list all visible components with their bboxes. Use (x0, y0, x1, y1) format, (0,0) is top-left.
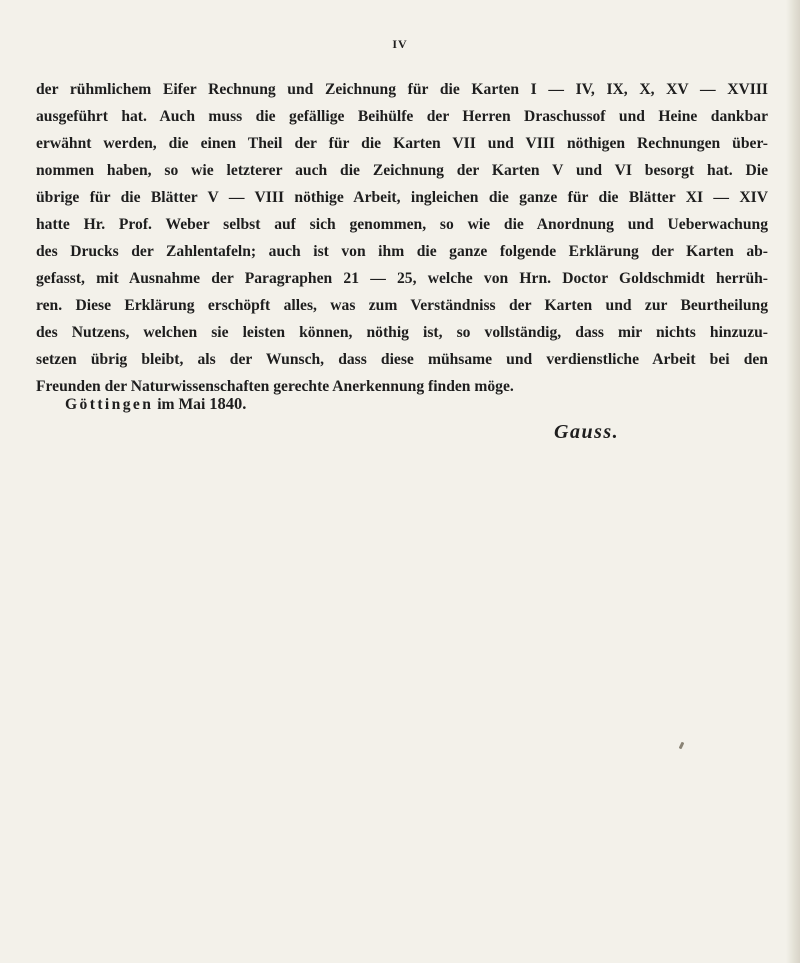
text-line: hatte Hr. Prof. Weber selbst auf sich genommen, so wie die Anordnung und Ueberwachung (36, 216, 768, 233)
text-line: des Nutzens, welchen sie leisten können, nöthig ist, so vollständig, dass mir nichts hinzuzu- (36, 324, 768, 341)
body-paragraph (36, 76, 768, 400)
page-number: IV (392, 37, 408, 51)
date-year: 1840. (209, 394, 247, 413)
text-line: ren. Diese Erklärung erschöpft alles, was zum Verständniss der Karten und zur Beurtheilung (36, 297, 768, 314)
author-signature: Gauss. (554, 421, 620, 443)
text-line: erwähnt werden, die einen Theil der für die Karten VII und VIII nöthigen Rechnungen über- (36, 135, 768, 152)
paper-speck (679, 742, 685, 750)
text-line: gefasst, mit Ausnahme der Paragraphen 21 — 25, welche von Hrn. Doctor Goldschmidt herrüh- (36, 270, 768, 287)
place-and-date (65, 394, 246, 414)
date-prefix: im Mai (157, 396, 206, 413)
text-line-last: Freunden der Naturwissenschaften gerechte Anerkennung finden möge. (36, 378, 514, 395)
place-name: Göttingen (65, 396, 154, 413)
page-edge-shadow (786, 0, 800, 963)
text-line: nommen haben, so wie letzterer auch die Zeichnung der Karten V und VI besorgt hat. Die (36, 162, 768, 179)
text-line: der rühmlichem Eifer Rechnung und Zeichnung für die Karten I — IV, IX, X, XV — XVIII (36, 81, 768, 98)
text-line: setzen übrig bleibt, als der Wunsch, dass diese mühsame und verdienstliche Arbeit bei den (36, 351, 768, 368)
text-line: ausgeführt hat. Auch muss die gefällige Beihülfe der Herren Draschussof und Heine dankbar (36, 108, 768, 125)
text-line: übrige für die Blätter V — VIII nöthige Arbeit, ingleichen die ganze für die Blätter XI — XIV (36, 189, 768, 206)
text-line: des Drucks der Zahlentafeln; auch ist von ihm die ganze folgende Erklärung der Karten ab- (36, 243, 768, 260)
